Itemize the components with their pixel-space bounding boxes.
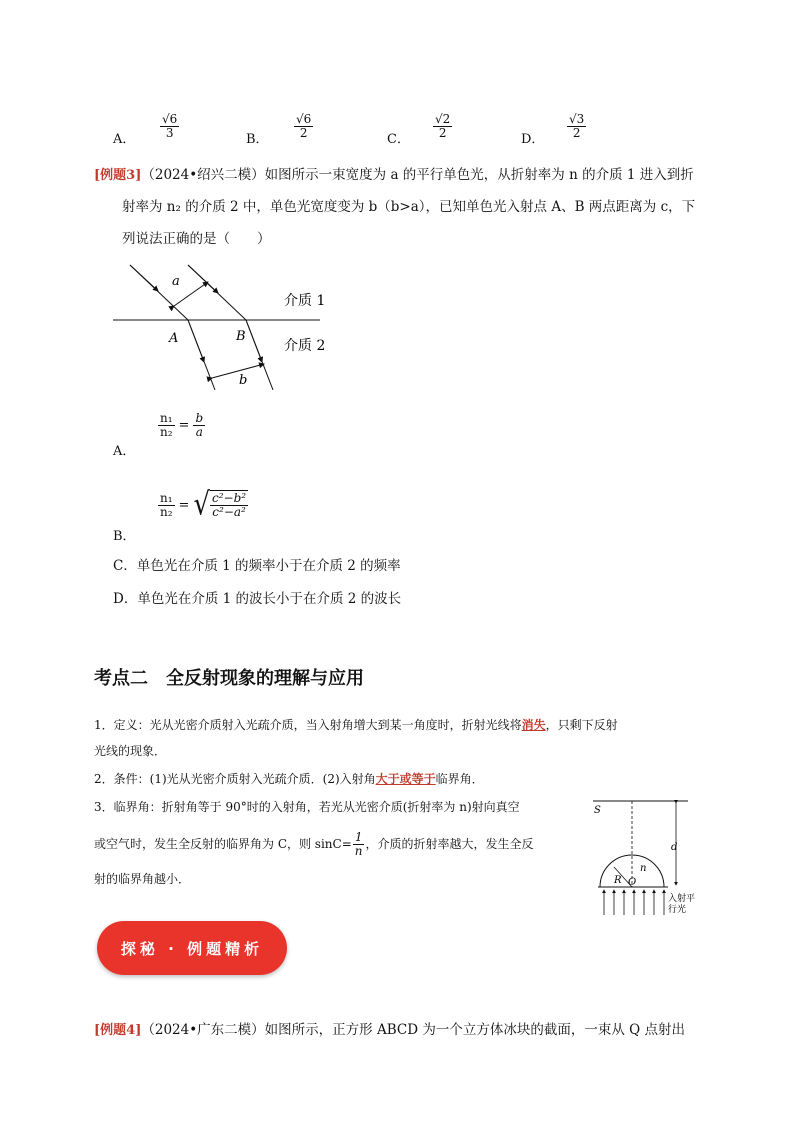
option-b: [246, 128, 269, 147]
label-d: d: [671, 842, 678, 853]
example3-tag: [例题3]: [94, 168, 142, 183]
option-d-letter: D．: [521, 132, 545, 147]
opt-a-rhs-den: a: [195, 425, 203, 439]
label-incident-2: 行光: [668, 905, 687, 915]
label-incident-1: 入射平: [668, 894, 696, 904]
ex3-option-a-formula: $\frac{\text{n₁}}{\text{n₂}}$ = $\frac{b}{a}$: [160, 411, 204, 439]
option-b-den: 2: [299, 126, 308, 140]
option-b-letter: B．: [246, 132, 269, 147]
refraction-diagram: [108, 260, 338, 395]
point-3-line3: 射的临界角越小．: [94, 872, 191, 886]
example3-line2: 射率为 n₂ 的介质 2 中，单色光宽度变为 b（b>a），已知单色光入射点 A、B 两点距离为 c，下: [122, 199, 696, 215]
example4-line1: [94, 1015, 685, 1046]
opt-b-lhs-den: n₂: [160, 504, 173, 519]
example4-text: （2024•广东二模）如图所示，正方形 ABCD 为一个立方体冰块的截面，一束从 Q 点射出: [141, 1022, 685, 1038]
section-heading: 考点二 全反射现象的理解与应用: [94, 668, 364, 689]
option-a-letter: A．: [113, 132, 136, 147]
ex3-option-c: C．单色光在介质 1 的频率小于在介质 2 的频率: [113, 558, 401, 574]
point-1-text-a: 1．定义：光从光密介质射入光疏介质，当入射角增大到某一角度时，折射光线将: [94, 718, 522, 732]
option-a: [113, 128, 135, 147]
option-d-fraction: [567, 113, 586, 140]
option-c-fraction: [433, 113, 452, 140]
point-1-line1: [94, 711, 618, 739]
point-1-text-b: ，只剩下反射: [545, 718, 618, 732]
option-a-num: √6: [162, 112, 178, 126]
example3-line3: 列说法正确的是（ ）: [122, 231, 271, 247]
label-b: b: [239, 373, 248, 388]
point-3-line1: 3．临界角：折射角等于 90°时的入射角，若光从光密介质(折射率为 n)射向真空: [94, 800, 520, 814]
label-o: O: [628, 877, 637, 888]
label-s: S: [594, 805, 601, 816]
point-2-text-b: 临界角．: [435, 772, 484, 786]
point-3-text-b: 或空气时，发生全反射的临界角为 C，则 sinC=: [94, 837, 352, 851]
label-a: a: [172, 274, 180, 289]
point-2-text-a: 2．条件：(1)光从光密介质射入光疏介质．(2)入射角: [94, 772, 376, 786]
option-d-num: √3: [569, 112, 585, 126]
ex3-option-b-letter: B．: [113, 529, 136, 544]
option-b-num: √6: [296, 112, 312, 126]
point-2-highlight: 大于或等于: [375, 772, 436, 786]
opt-b-rhs-den: c²−a²: [212, 505, 246, 519]
ex3-option-b-formula: $\frac{\text{n₁}}{\text{n₂}}$ = √ $\frac{\text{c²−b²}}{\text{c²−a²}}$: [160, 487, 247, 523]
label-n: n: [640, 863, 647, 874]
ex3-option-a-letter: A．: [113, 444, 136, 459]
label-medium2: 介质 2: [284, 338, 326, 354]
opt-a-rhs-num: b: [195, 411, 204, 425]
point-2: [94, 765, 484, 793]
opt-b-lhs-num: n₁: [160, 490, 173, 505]
option-a-fraction: [160, 113, 179, 140]
option-c-den: 2: [438, 126, 447, 140]
label-point-a: A: [169, 331, 179, 346]
point-3-frac-den: n: [354, 843, 363, 858]
label-r: R: [614, 875, 622, 886]
width-b-arrow: [212, 364, 264, 378]
point-3-line2: [94, 830, 534, 858]
example4-tag: [例题4]: [94, 1023, 142, 1038]
option-c: [387, 128, 410, 147]
option-d: [521, 128, 544, 147]
opt-a-lhs-num: n₁: [160, 411, 173, 425]
opt-a-lhs-den: n₂: [160, 425, 173, 439]
example3-text1: （2024•绍兴二模）如图所示一束宽度为 a 的平行单色光，从折射率为 n 的介质 1 进入到折: [141, 167, 694, 183]
point-3-frac-num: 1: [354, 829, 363, 844]
option-c-letter: C．: [387, 132, 410, 147]
option-a-den: 3: [165, 126, 174, 140]
explore-examples-badge: 探秘 · 例题精析: [97, 921, 287, 975]
option-d-den: 2: [572, 126, 581, 140]
label-medium1: 介质 1: [284, 293, 326, 309]
point-1-line2: 光线的现象．: [94, 744, 167, 758]
example3-line1: [94, 160, 714, 191]
ex3-option-d: D．单色光在介质 1 的波长小于在介质 2 的波长: [113, 591, 402, 607]
option-c-num: √2: [435, 112, 451, 126]
opt-b-rhs-num: c²−b²: [212, 491, 247, 505]
option-b-fraction: [294, 113, 313, 140]
critical-angle-diagram: [588, 795, 703, 920]
point-1-highlight: 消失: [521, 718, 546, 732]
label-point-b: B: [236, 329, 246, 344]
point-3-text-c: ，介质的折射率越大，发生全反: [365, 837, 534, 851]
